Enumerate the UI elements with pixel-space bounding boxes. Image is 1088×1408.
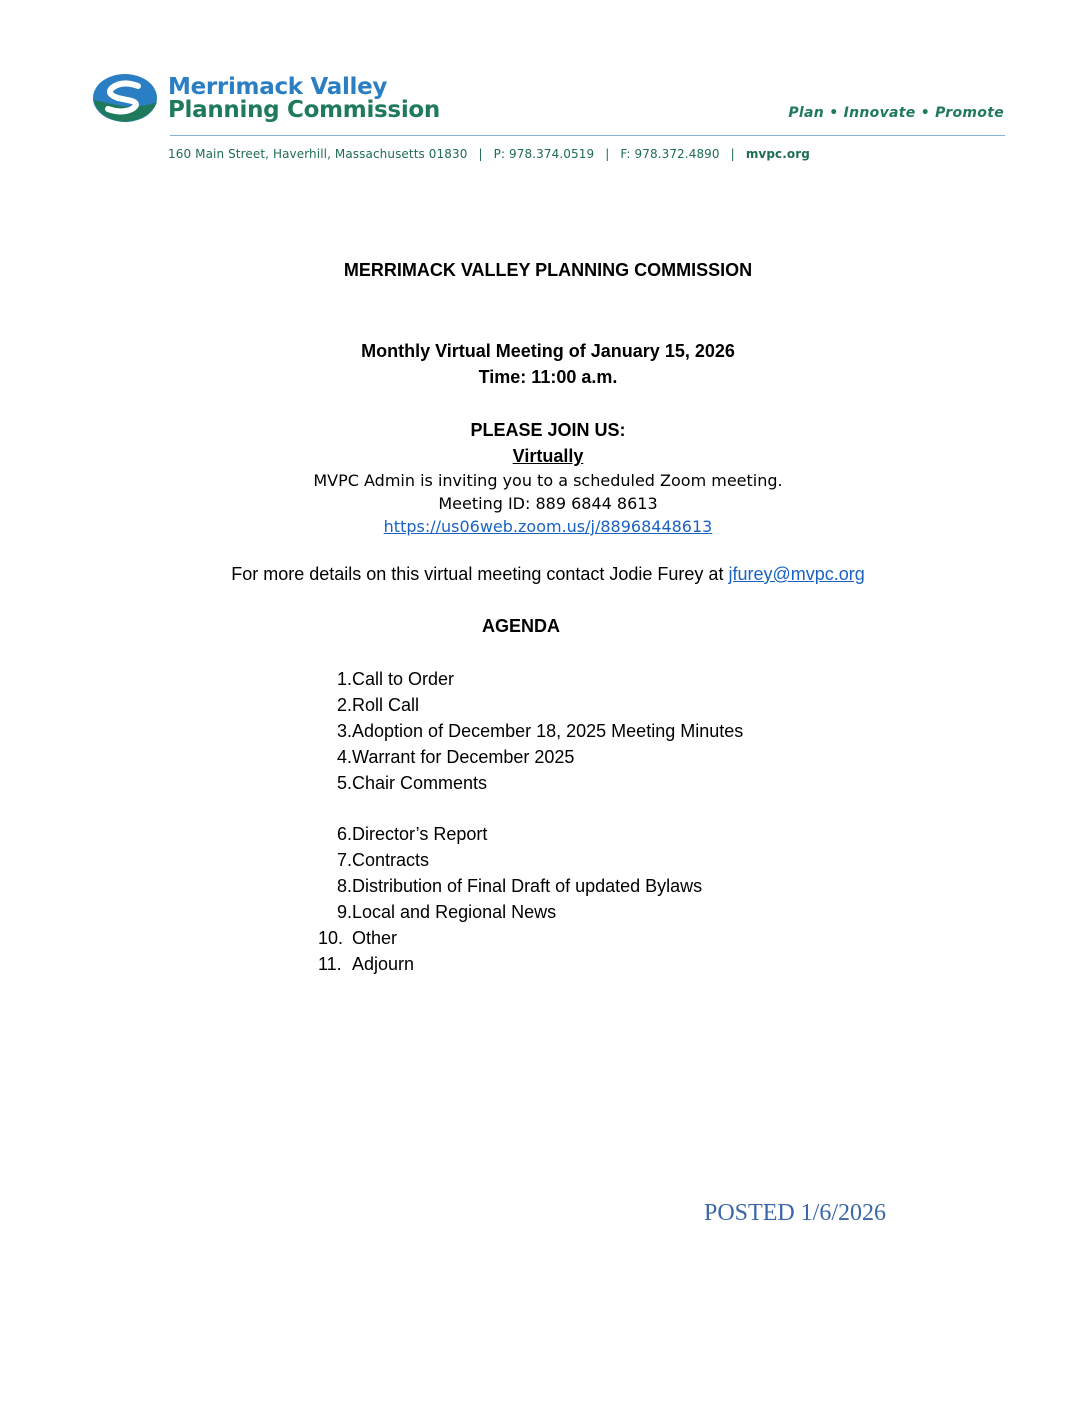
contact-line bbox=[0, 564, 1088, 585]
agenda-item bbox=[318, 847, 743, 873]
zoom-details bbox=[0, 469, 1088, 538]
agenda-item-text: Roll Call bbox=[352, 695, 420, 715]
contact-email-link[interactable]: jfurey@mvpc.org bbox=[728, 564, 865, 584]
zoom-invite-text: MVPC Admin is inviting you to a scheduled Zoom meeting. bbox=[313, 471, 783, 490]
agenda-heading: AGENDA bbox=[482, 616, 561, 636]
agenda-item-text: Distribution of Final Draft of updated Bylaws bbox=[352, 876, 703, 896]
agenda-item-number: 1. bbox=[336, 669, 352, 689]
agenda-item bbox=[318, 770, 743, 796]
agenda-item bbox=[318, 744, 743, 770]
join-heading: PLEASE JOIN US: bbox=[470, 420, 626, 440]
separator: | bbox=[730, 147, 735, 161]
agenda-item bbox=[318, 951, 743, 977]
agenda-item-number: 9. bbox=[336, 902, 352, 922]
agenda-item bbox=[318, 718, 743, 744]
agenda-item-text: Chair Comments bbox=[352, 773, 488, 793]
agenda-item-number: 6. bbox=[336, 824, 352, 844]
letterhead-rule bbox=[170, 135, 1005, 136]
agenda-item-number: 11. bbox=[318, 954, 342, 974]
agenda-item-text: Adoption of December 18, 2025 Meeting Minutes bbox=[352, 721, 744, 741]
agenda-item bbox=[318, 899, 743, 925]
org-name-line2: Planning Commission bbox=[168, 97, 440, 123]
agenda-item bbox=[318, 821, 743, 847]
separator: | bbox=[478, 147, 483, 161]
zoom-link[interactable]: https://us06web.zoom.us/j/88968448613 bbox=[383, 517, 713, 536]
contact-info-line bbox=[168, 147, 810, 161]
separator: | bbox=[605, 147, 610, 161]
agenda-item bbox=[318, 925, 743, 951]
agenda-item-number: 3. bbox=[336, 721, 352, 741]
org-name bbox=[168, 76, 440, 122]
meeting-info bbox=[0, 338, 1088, 390]
fax-number: F: 978.372.4890 bbox=[620, 147, 720, 161]
agenda-item-text: Director’s Report bbox=[352, 824, 488, 844]
agenda-item-text: Other bbox=[352, 928, 398, 948]
agenda-item-text: Local and Regional News bbox=[352, 902, 557, 922]
agenda-item bbox=[318, 666, 743, 692]
agenda-item-number: 4. bbox=[336, 747, 352, 767]
agenda-item-number: 7. bbox=[336, 850, 352, 870]
agenda-item-number: 5. bbox=[336, 773, 352, 793]
phone-number: P: 978.374.0519 bbox=[493, 147, 595, 161]
agenda-item bbox=[318, 692, 743, 718]
document-heading: MERRIMACK VALLEY PLANNING COMMISSION bbox=[343, 260, 753, 280]
street-address: 160 Main Street, Haverhill, Massachusetts 01830 bbox=[168, 147, 468, 161]
agenda-item-text: Contracts bbox=[352, 850, 430, 870]
posted-stamp: POSTED 1/6/2026 bbox=[704, 1200, 887, 1226]
agenda-item bbox=[318, 873, 743, 899]
zoom-meeting-id: Meeting ID: 889 6844 8613 bbox=[438, 494, 658, 513]
org-name-line1: Merrimack Valley bbox=[168, 74, 388, 100]
meeting-time: Time: 11:00 a.m. bbox=[478, 367, 618, 387]
agenda-item-number: 10. bbox=[318, 928, 344, 948]
agenda-item-number: 2. bbox=[336, 695, 352, 715]
agenda-item-text: Adjourn bbox=[352, 954, 415, 974]
agenda-list bbox=[318, 666, 743, 977]
contact-text: For more details on this virtual meeting contact Jodie Furey at bbox=[231, 564, 729, 584]
agenda-item-text: Warrant for December 2025 bbox=[352, 747, 575, 767]
meeting-title: Monthly Virtual Meeting of January 15, 2026 bbox=[361, 341, 735, 361]
join-mode: Virtually bbox=[512, 446, 584, 466]
join-section bbox=[0, 417, 1088, 469]
agenda-item-text: Call to Order bbox=[352, 669, 455, 689]
letterhead bbox=[0, 0, 1088, 180]
mvpc-s-logo-icon bbox=[92, 72, 158, 124]
website: mvpc.org bbox=[745, 147, 810, 161]
tagline: Plan • Innovate • Promote bbox=[788, 105, 1004, 121]
agenda-item-number: 8. bbox=[336, 876, 352, 896]
